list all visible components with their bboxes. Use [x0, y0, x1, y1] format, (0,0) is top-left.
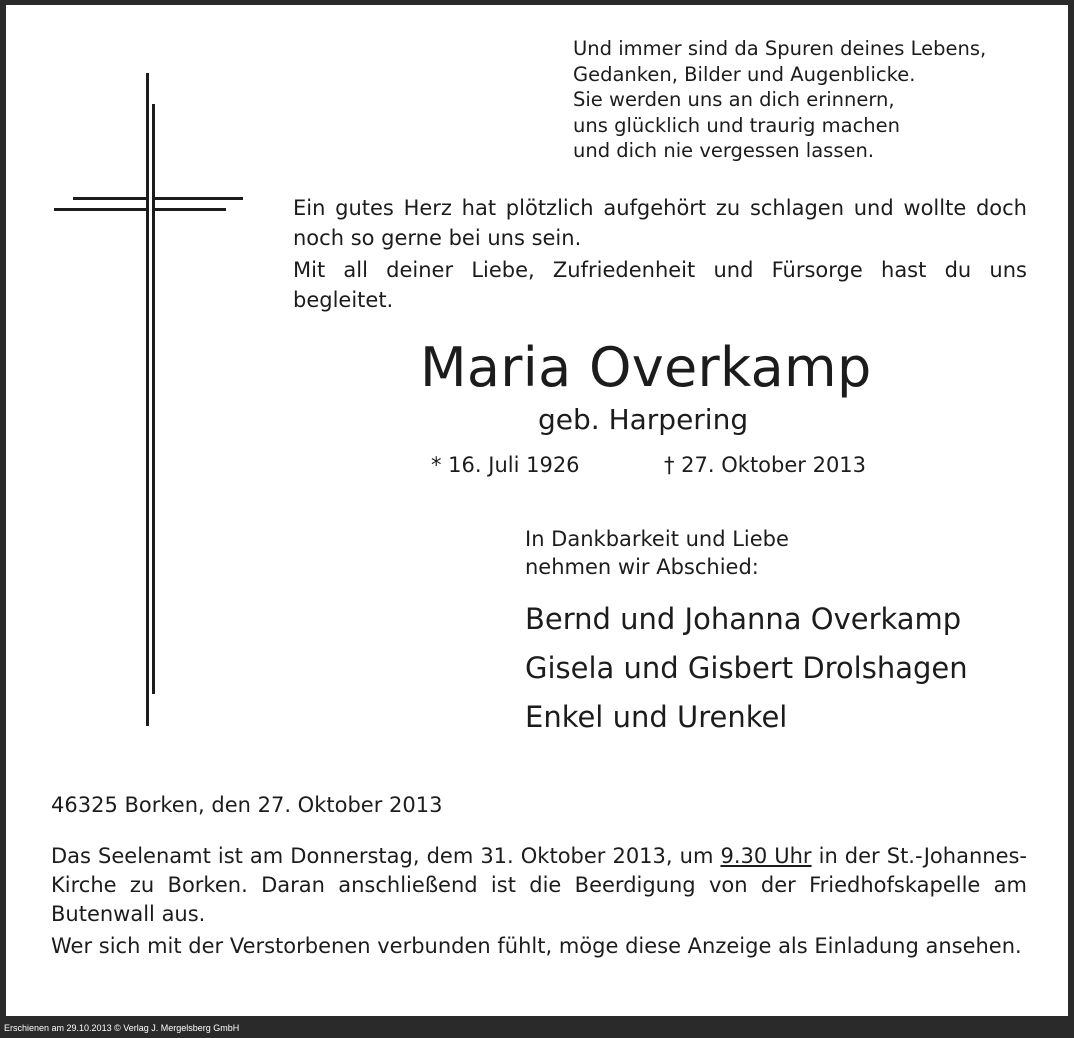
poem-line: Sie werden uns an dich erinnern, [573, 88, 895, 111]
service-paragraph [51, 842, 1027, 929]
service-text: Das Seelenamt ist am Donnerstag, dem 31. Oktober 2013, um [51, 844, 721, 868]
birth-date: * 16. Juli 1926 [431, 453, 580, 477]
mourner: Gisela und Gisbert Drolshagen [525, 651, 968, 685]
cross-upper-left-arm [73, 197, 148, 200]
poem-line: und dich nie vergessen lassen. [573, 139, 875, 162]
cross-lower-right-arm [155, 208, 226, 211]
publication-footer: Erschienen am 29.10.2013 © Verlag J. Mergelsberg GmbH [4, 1023, 240, 1033]
cross-outer-vertical [146, 73, 149, 726]
intro-paragraph: Mit all deiner Liebe, Zufriedenheit und Fürsorge hast du uns begleitet. [293, 258, 1027, 312]
intro-text [293, 193, 1027, 317]
invitation-paragraph: Wer sich mit der Verstorbenen verbunden fühlt, möge diese Anzeige als Einladung ansehen. [51, 934, 1022, 958]
cross-inner-vertical [152, 104, 155, 694]
farewell-line: In Dankbarkeit und Liebe [525, 527, 789, 551]
service-info [51, 842, 1027, 964]
mourners-list [525, 595, 968, 742]
maiden-name: geb. Harpering [538, 403, 749, 436]
mourner: Enkel und Urenkel [525, 700, 788, 734]
intro-paragraph: Ein gutes Herz hat plötzlich aufgehört zu schlagen und wollte doch noch so gerne bei uns sein. [293, 196, 1027, 250]
farewell-line: nehmen wir Abschied: [525, 555, 759, 579]
poem-line: Und immer sind da Spuren deines Lebens, [573, 37, 987, 60]
place-date: 46325 Borken, den 27. Oktober 2013 [51, 793, 443, 817]
poem [573, 36, 986, 164]
mourner: Bernd und Johanna Overkamp [525, 602, 962, 636]
cross-upper-right-arm [155, 197, 243, 200]
poem-line: uns glücklich und traurig machen [573, 113, 901, 137]
poem-line: Gedanken, Bilder und Augenblicke. [573, 62, 916, 86]
death-date: † 27. Oktober 2013 [664, 453, 867, 477]
service-time: 9.30 Uhr [720, 844, 812, 868]
farewell-text [525, 525, 789, 581]
cross-lower-left-arm [54, 208, 148, 211]
deceased-name: Maria Overkamp [420, 336, 872, 399]
service-text: in der St.-Johannes-Kirche zu Borken. Daran anschließend ist die Beerdigung von der Friedhofskapelle am Butenwall aus. [51, 844, 1028, 926]
